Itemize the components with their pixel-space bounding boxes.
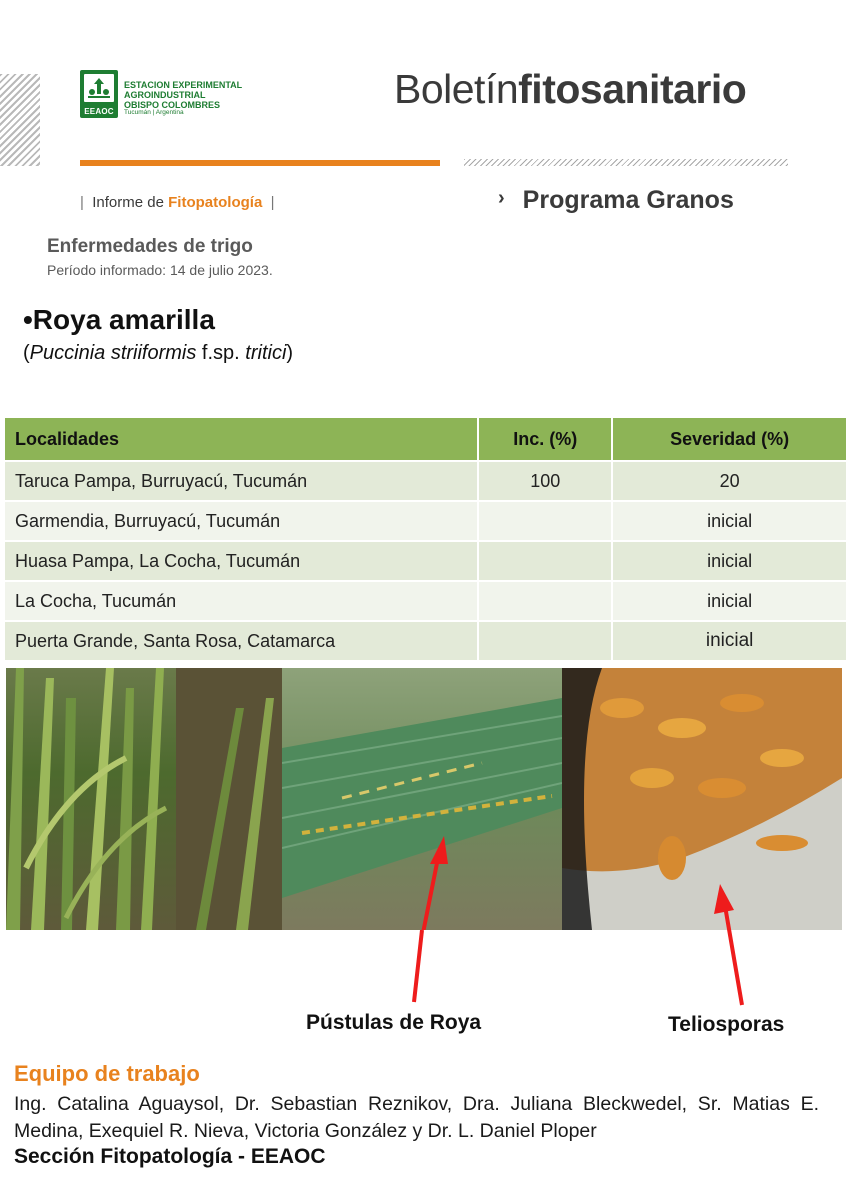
cell-incidence — [478, 501, 612, 541]
arrow-up-icon — [700, 870, 760, 1010]
orange-divider — [80, 160, 440, 166]
table-row — [5, 501, 847, 541]
scientific-name: (Puccinia striiformis f.sp. tritici) — [23, 342, 294, 364]
bulletin-title: Boletínfitosanitario — [394, 66, 747, 112]
cell-incidence — [478, 621, 612, 660]
cell-severity: inicial — [612, 621, 847, 660]
logo-institution-name: ESTACION EXPERIMENTAL AGROINDUSTRIAL OBISPO COLOMBRES — [124, 80, 243, 110]
section-footer: Sección Fitopatología - EEAOC — [14, 1145, 326, 1168]
caption-pustules: Pústulas de Roya — [306, 1011, 482, 1034]
chevron-right-icon: › — [498, 187, 505, 209]
caption-teliospores: Teliosporas — [668, 1013, 785, 1036]
table-row — [5, 581, 847, 621]
logo-acronym: EEAOC — [84, 107, 114, 116]
program-label: › Programa Granos — [498, 186, 734, 214]
section-title: Enfermedades de trigo — [47, 236, 253, 257]
cell-locality: Puerta Grande, Santa Rosa, Catamarca — [5, 621, 478, 660]
report-label: | Informe de Fitopatología | — [80, 194, 275, 211]
cell-locality: Huasa Pampa, La Cocha, Tucumán — [5, 541, 478, 581]
logo-location: Tucumán | Argentina — [124, 109, 184, 116]
disease-name: •Roya amarilla — [23, 304, 215, 335]
table-row — [5, 541, 847, 581]
cell-severity: inicial — [612, 581, 847, 621]
cell-incidence — [478, 541, 612, 581]
cell-severity: 20 — [612, 461, 847, 501]
hatched-divider — [464, 159, 788, 166]
cell-incidence — [478, 581, 612, 621]
wheat-field-photo — [6, 668, 282, 930]
cell-locality: Taruca Pampa, Burruyacú, Tucumán — [5, 461, 478, 501]
table-row — [5, 461, 847, 501]
disease-table — [5, 418, 848, 660]
cell-locality: La Cocha, Tucumán — [5, 581, 478, 621]
cell-incidence: 100 — [478, 461, 612, 501]
cell-severity: inicial — [612, 501, 847, 541]
table-header-row — [5, 418, 847, 461]
header-severity: Severidad (%) — [612, 418, 847, 461]
logo-emblem-icon — [84, 74, 114, 102]
arrow-up-icon — [400, 930, 440, 1005]
team-members: Ing. Catalina Aguaysol, Dr. Sebastian Reznikov, Dra. Juliana Bleckwedel, Sr. Matias E. Medina, Exequiel R. Nieva, Victoria González y Dr. L. Daniel Ploper — [14, 1093, 819, 1142]
report-period: Período informado: 14 de julio 2023. — [47, 262, 273, 278]
eeaoc-logo — [80, 70, 118, 118]
header-localities: Localidades — [5, 418, 478, 461]
infected-leaf-photo — [282, 668, 562, 930]
header-incidence: Inc. (%) — [478, 418, 612, 461]
team-title: Equipo de trabajo — [14, 1061, 200, 1086]
table-row — [5, 621, 847, 660]
cell-locality: Garmendia, Burruyacú, Tucumán — [5, 501, 478, 541]
decorative-hatch — [0, 74, 40, 166]
cell-severity: inicial — [612, 541, 847, 581]
